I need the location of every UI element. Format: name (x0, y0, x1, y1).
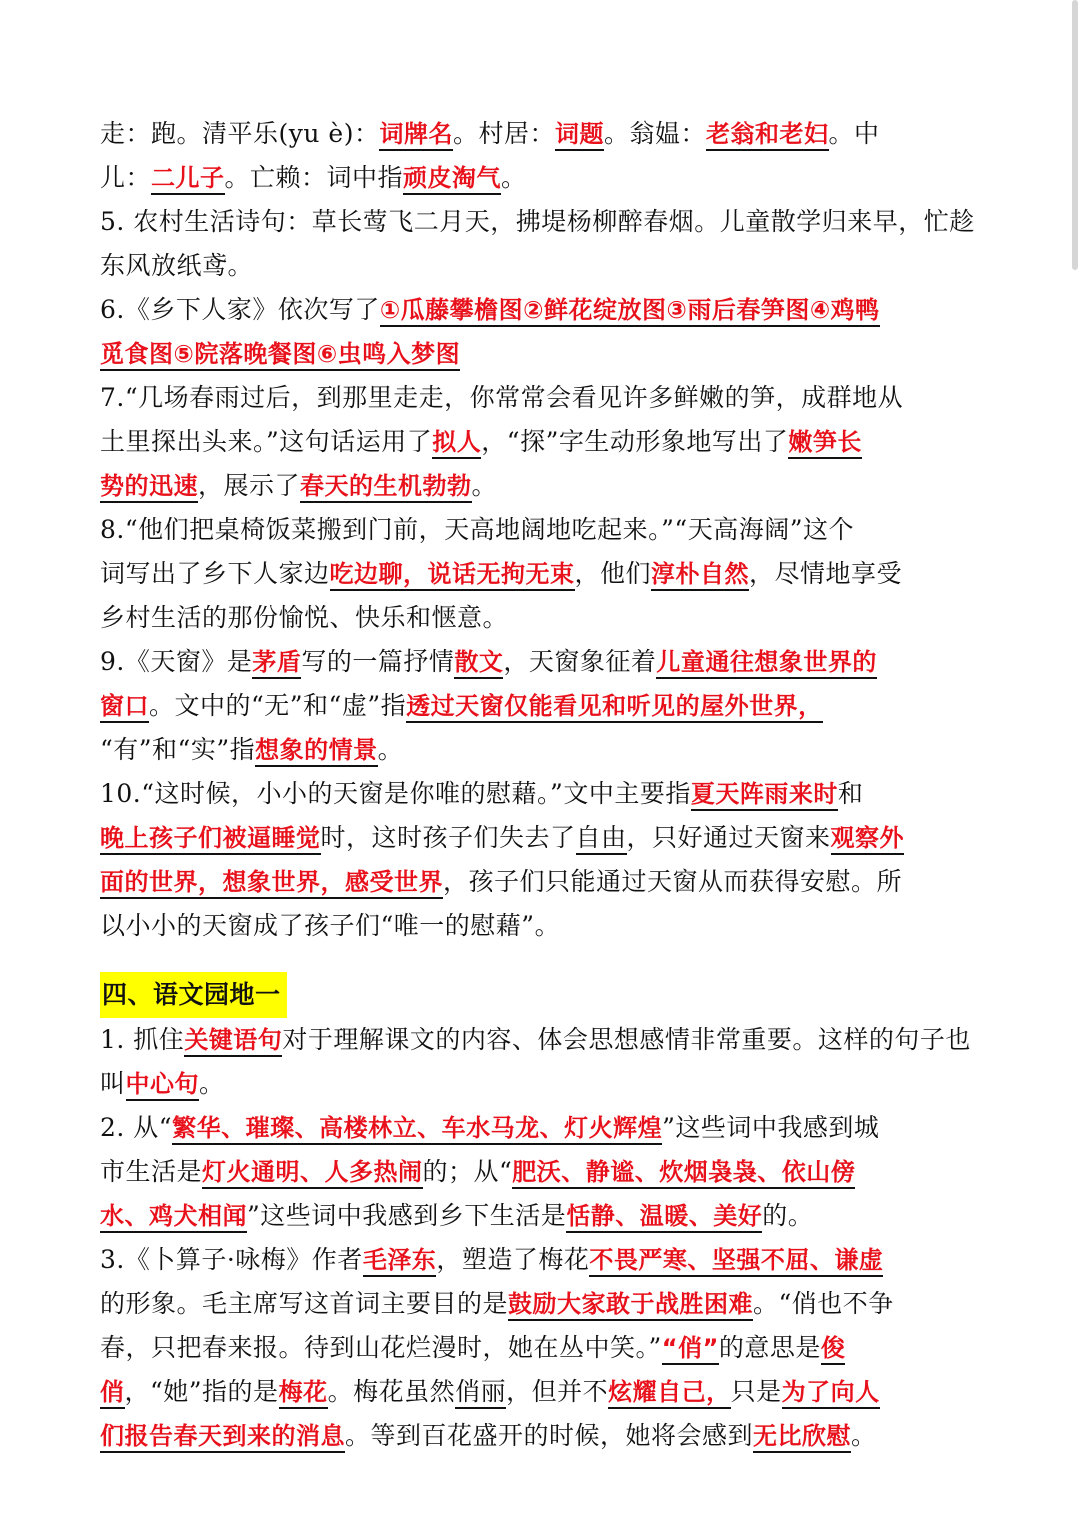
text-line (100, 1018, 971, 1062)
text-line (100, 508, 940, 552)
text-line (100, 1238, 940, 1282)
text-line (100, 1150, 940, 1194)
body-text: ”这些词中我感到城 (662, 1113, 880, 1142)
answer-highlight: 梅花 (279, 1378, 328, 1409)
body-text: 。亡赖：词中指 (224, 163, 404, 192)
body-text: 的；从“ (422, 1157, 513, 1186)
answer-highlight: 晚上孩子们被逼睡觉 (100, 824, 321, 855)
body-text: 2. 从“ (100, 1113, 173, 1142)
text-line (100, 464, 940, 508)
body-text: 。 (199, 1069, 225, 1098)
body-text: 走：跑。清平乐(yu è)： (100, 119, 380, 148)
body-text: 乡村生活的那份愉悦、快乐和惬意。 (100, 603, 509, 632)
answer-highlight: 俊 (821, 1334, 846, 1365)
body-text: ，塑造了梅花 (436, 1245, 590, 1274)
answer-highlight: 水、鸡犬相闻 (100, 1202, 247, 1233)
answer-highlight: 老翁和老妇 (706, 120, 829, 151)
text-line (100, 552, 940, 596)
answer-highlight: “俏” (662, 1334, 719, 1365)
body-text: 春，只把春来报。待到山花烂漫时，她在丛中笑。” (100, 1333, 662, 1362)
text-line (100, 420, 940, 464)
body-text: ，但并不 (506, 1377, 609, 1406)
body-text: ，天窗象征着 (503, 647, 657, 676)
answer-highlight: 淳朴自然 (651, 560, 749, 591)
body-text: ，展示了 (198, 471, 301, 500)
body-text: 5. 农村生活诗句：草长莺飞二月天，拂堤杨柳醉春烟。儿童散学归来早，忙趁 (100, 207, 975, 236)
body-text: 的。 (762, 1201, 814, 1230)
text-line (100, 1062, 940, 1106)
text-line (100, 244, 940, 288)
answer-highlight: 想象的情景 (255, 736, 378, 767)
body-text: ，尽情地享受 (749, 559, 903, 588)
text-line (100, 904, 940, 948)
body-text: 3.《卜算子·咏梅》作者 (100, 1245, 363, 1274)
answer-highlight: 俏 (100, 1378, 125, 1409)
answer-highlight: 肥沃、静谧、炊烟袅袅、依山傍 (512, 1158, 855, 1189)
body-text: 。梅花虽然 (327, 1377, 456, 1406)
answer-highlight: 不畏严寒、坚强不屈、谦虚 (589, 1246, 883, 1277)
body-text: 的形象。毛主席写这首词主要目的是 (100, 1289, 509, 1318)
answer-highlight: 透过天窗仅能看见和听见的屋外世界， (406, 692, 823, 723)
body-text: ，“她”指的是 (124, 1377, 279, 1406)
answer-highlight: 面的世界，想象世界，感受世界 (100, 868, 443, 899)
text-line (100, 640, 940, 684)
body-text: 8.“他们把桌椅饭菜搬到门前，天高地阔地吃起来。”“天高海阔”这个 (100, 515, 854, 544)
answer-highlight: 观察外 (831, 824, 905, 855)
body-text: 。“俏也不争 (753, 1289, 894, 1318)
answer-highlight: 二儿子 (151, 164, 225, 195)
answer-highlight: 觅食图⑤院落晚餐图⑥虫鸣入梦图 (100, 340, 460, 371)
text-line (100, 376, 940, 420)
body-text: 东风放纸鸢。 (100, 251, 254, 280)
body-text: 时，这时孩子们失去了 (320, 823, 576, 852)
text-line (100, 1326, 940, 1370)
answer-highlight: 窗口 (100, 692, 149, 723)
body-text: ，“探”字生动形象地写出了 (481, 427, 789, 456)
body-text: 。 (471, 471, 498, 500)
answer-highlight: 无比欣慰 (753, 1422, 851, 1453)
body-text: 1. 抓住 (100, 1025, 185, 1054)
answer-highlight: 儿童通往想象世界的 (656, 648, 877, 679)
text-line (100, 596, 940, 640)
answer-highlight: 势的迅速 (100, 472, 198, 503)
body-text: 。 (851, 1421, 877, 1450)
body-text: 。翁媪： (604, 119, 707, 148)
body-text: 。中 (828, 119, 880, 148)
body-text: 。等到百花盛开的时候，她将会感到 (345, 1421, 754, 1450)
answer-highlight: 词题 (555, 120, 604, 151)
body-text: 的意思是 (718, 1333, 821, 1362)
answer-highlight: ①瓜藤攀檐图②鲜花绽放图③雨后春笋图④鸡鸭 (380, 296, 880, 327)
answer-highlight: 为了向人 (782, 1378, 880, 1409)
answer-highlight: 拟人 (432, 428, 481, 459)
answer-highlight: 中心句 (126, 1070, 200, 1101)
body-text: 10.“这时候，小小的天窗是你唯的慰藉。”文中主要指 (100, 779, 691, 808)
body-text: 土里探出头来。”这句话运用了 (100, 427, 433, 456)
body-text: 9.《天窗》是 (100, 647, 253, 676)
text-line (100, 860, 940, 904)
answer-highlight: 炫耀自己， (608, 1378, 731, 1409)
document-body (100, 112, 975, 1458)
section-heading-line (100, 972, 940, 1018)
text-line (100, 772, 940, 816)
body-text: 市生活是 (100, 1157, 203, 1186)
text-line (100, 332, 940, 376)
answer-highlight: 词牌名 (379, 120, 453, 151)
body-text: ”这些词中我感到乡下生活是 (247, 1201, 567, 1230)
text-line (100, 1106, 940, 1150)
answer-highlight: 茅盾 (252, 648, 301, 679)
text-line (100, 1194, 940, 1238)
body-text: ，他们 (574, 559, 652, 588)
answer-highlight: 恬静、温暖、美好 (566, 1202, 762, 1233)
body-text: 6.《乡下人家》依次写了 (100, 295, 380, 324)
body-text: 只是 (730, 1377, 782, 1406)
answer-highlight: 灯火通明、人多热闹 (202, 1158, 423, 1189)
answer-highlight: 夏天阵雨来时 (691, 780, 838, 811)
answer-highlight: 顽皮淘气 (403, 164, 501, 195)
body-text: “有”和“实”指 (100, 735, 256, 764)
body-text: 和 (837, 779, 864, 808)
answer-highlight: 毛泽东 (363, 1246, 437, 1277)
answer-highlight: 嫩笋长 (788, 428, 862, 459)
answer-highlight: 鼓励大家敢于战胜困难 (508, 1290, 753, 1321)
body-text: 以小小的天窗成了孩子们“唯一的慰藉”。 (100, 911, 561, 940)
body-text: 写的一篇抒情 (301, 647, 455, 676)
body-text: 。 (377, 735, 404, 764)
text-line (100, 112, 940, 156)
section-heading: 四、语文园地一 (100, 972, 287, 1018)
answer-highlight: 散文 (454, 648, 503, 679)
text-line (100, 156, 940, 200)
section-gap (100, 948, 940, 972)
text-line (100, 1414, 940, 1458)
text-line (100, 816, 940, 860)
body-text: ，只好通过天窗来 (626, 823, 831, 852)
text-line (100, 728, 940, 772)
text-line (100, 1370, 940, 1414)
body-text: 对于理解课文的内容、体会思想感情非常重要。这样的句子也 (282, 1025, 971, 1054)
answer-highlight: 繁华、璀璨、高楼林立、车水马龙、灯火辉煌 (172, 1114, 662, 1145)
body-text: 儿： (100, 163, 152, 192)
answer-highlight: 关键语句 (184, 1026, 282, 1057)
answer-highlight: 春天的生机勃勃 (300, 472, 472, 503)
text-line (100, 288, 940, 332)
body-text: 。村居： (452, 119, 555, 148)
underlined-text: 自由 (576, 823, 627, 855)
body-text: 叫 (100, 1069, 126, 1098)
underlined-text: 俏丽 (455, 1377, 506, 1409)
text-line (100, 684, 940, 728)
text-line (100, 200, 975, 244)
body-text: 7.“几场春雨过后，到那里走走，你常常会看见许多鲜嫩的笋，成群地从 (100, 383, 904, 412)
answer-highlight: 们报告春天到来的消息 (100, 1422, 345, 1453)
body-text: 。文中的“无”和“虚”指 (149, 691, 407, 720)
answer-highlight: 吃边聊，说话无拘无束 (330, 560, 575, 591)
body-text: ，孩子们只能通过天窗从而获得安慰。所 (443, 867, 903, 896)
body-text: 词写出了乡下人家边 (100, 559, 330, 588)
text-line (100, 1282, 940, 1326)
scrollbar[interactable] (1072, 0, 1078, 270)
body-text: 。 (501, 163, 527, 192)
